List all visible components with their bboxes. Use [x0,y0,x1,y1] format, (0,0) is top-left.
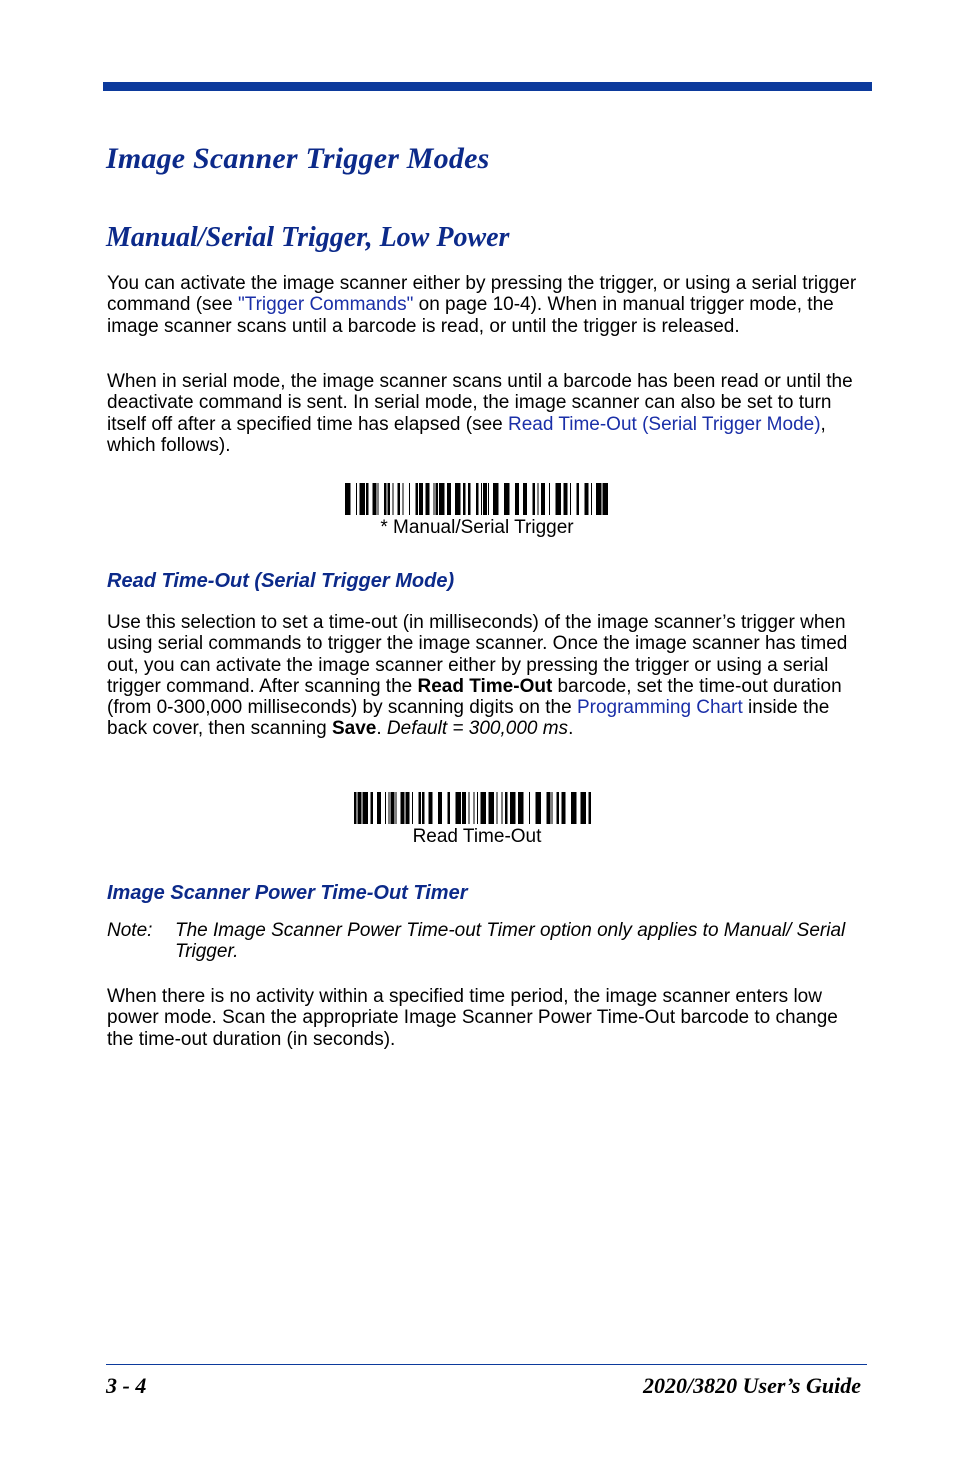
barcode-bar [419,792,422,824]
barcode-bar [371,792,374,824]
barcode-bar [389,792,390,824]
barcode-bar [396,792,397,824]
barcode-bar [538,483,539,515]
top-rule [103,82,872,91]
barcode-bar [585,483,589,515]
bold-term: Read Time-Out [417,675,553,697]
barcode-bar [448,792,451,824]
barcode-caption: * Manual/Serial Trigger [380,517,574,538]
barcode-bar [468,483,471,515]
paragraph-text: . [568,718,574,740]
barcode-read-timeout [0,792,954,848]
barcode-bar [497,792,498,824]
note-label: Note: [107,920,153,941]
barcode-bar [523,483,527,515]
barcode-bar [581,792,587,824]
footer-guide-title: 2020/3820 User’s Guide [643,1373,861,1398]
barcode-bar [439,483,445,515]
barcode-bar [393,483,394,515]
chapter-title: Image Scanner Trigger Modes [106,142,490,175]
read-timeout-link[interactable]: Read Time-Out (Serial Trigger Mode) [507,413,821,435]
barcode-bar [603,483,609,515]
barcode-bar [419,483,423,515]
barcode-bar [557,792,560,824]
barcode-bar [515,483,519,515]
paragraph-text: on page 10-4). When in manual trigger mode, the image scanner scans until a barcode is read, or until the trigger is released. [107,294,834,337]
barcode-bar [577,483,580,515]
barcode-bar [377,792,381,824]
barcode-bar [570,483,571,515]
barcode-bar [596,483,602,515]
barcode-bar [463,483,466,515]
footer-page-number: 3 - 4 [106,1373,147,1398]
barcode-bar [360,483,366,515]
section-title: Manual/Serial Trigger, Low Power [106,222,510,253]
bottom-rule [106,1364,867,1365]
paragraph-text: When there is no activity within a specified time period, the image scanner enters low power mode. Scan the appropriate Image Scanner Power Time-Out barcode to change the time-out duration (in seconds). [107,986,838,1050]
barcode-bar [505,792,508,824]
barcode-bar [502,792,503,824]
barcode-bar [409,483,410,515]
barcode-bar [533,483,536,515]
paragraph-text: , which follows). [107,413,826,456]
barcode-bar [378,483,379,515]
barcode-bar [447,483,451,515]
barcode-bar [477,792,478,824]
barcode-bar [422,792,425,824]
subsection-title-power-timeout: Image Scanner Power Time-Out Timer [107,882,468,904]
barcode-bar [429,792,433,824]
trigger-commands-link[interactable]: "Trigger Commands" [237,294,414,316]
bold-term: Save [331,718,377,740]
barcode-bar [384,483,387,515]
barcode-bar [406,792,410,824]
paragraph-text: Use this selection to set a time-out (in milliseconds) of the image scanner’s trigger when using serial commands to trigger the image scanner. Once the image scanner has timed out, you can activate the image scanner either by pressing the trigger or using a serial trigger command. After scanning the [107,612,848,697]
barcode-bar [591,483,592,515]
barcode-bar [388,483,391,515]
barcode-bar [476,483,479,515]
barcode-bar [385,792,386,824]
default-value: Default = 300,000 ms [386,718,569,740]
programming-chart-link[interactable]: Programming Chart [576,697,743,719]
paragraph-serial-mode [107,371,867,456]
paragraph-power-timeout [107,986,867,1050]
barcode-bar [462,792,466,824]
barcode-bar [549,483,550,515]
paragraph-text: barcode, set the time-out duration (from 0-300,000 milliseconds) by scanning digits on the [107,675,842,719]
barcode-bar [510,792,516,824]
barcode-bar [562,792,566,824]
barcode-bar [481,483,482,515]
barcode-bar [481,792,487,824]
barcode-bar [416,483,419,515]
barcode-bar [504,483,510,515]
barcode-bar [434,483,435,515]
barcode-bar [489,792,495,824]
barcode-bar [536,792,542,824]
barcode-bar [552,792,553,824]
barcode-bar [483,483,487,515]
barcode-caption: Read Time-Out [412,826,542,847]
barcode-bar [426,483,430,515]
paragraph-text: . [376,718,387,740]
barcode-bar [493,483,499,515]
barcode-bar [366,483,369,515]
barcode-bar [391,792,395,824]
barcode-manual-serial-trigger [0,483,954,539]
note-text: The Image Scanner Power Time-out Timer option only applies to Manual/ Serial Trigger. [175,920,846,962]
paragraph-intro [107,273,867,337]
barcode-bar [345,483,351,515]
barcode-image [354,792,600,824]
barcode-bar [403,483,404,515]
barcode-bar [358,792,362,824]
barcode-bar [398,483,401,515]
barcode-bar [455,483,461,515]
barcode-image [345,483,609,515]
paragraph-text: You can activate the image scanner either by pressing the trigger, or using a serial trigger command (see [107,273,857,316]
barcode-bar [438,792,442,824]
barcode-bar [488,483,489,515]
barcode-bar [356,483,357,515]
barcode-bar [541,483,545,515]
barcode-bar [401,792,405,824]
barcode-bar [412,792,413,824]
barcode-bar [589,792,592,824]
barcode-bar [571,792,577,824]
paragraph-text: inside the back cover, then scanning [107,697,830,740]
barcode-bar [564,483,568,515]
barcode-bar [373,483,377,515]
barcode-bar [436,483,439,515]
barcode-bar [354,792,357,824]
barcode-bar [529,792,530,824]
paragraph-read-timeout [107,612,867,740]
subsection-title-read-timeout: Read Time-Out (Serial Trigger Mode) [107,570,455,592]
barcode-bar [456,792,462,824]
barcode-bar [469,792,470,824]
barcode-bar [474,792,475,824]
barcode-bar [556,483,562,515]
barcode-bar [518,792,524,824]
note [107,920,877,962]
barcode-bar [363,792,369,824]
paragraph-text: When in serial mode, the image scanner scans until a barcode has been read or until the deactivate command is sent. In serial mode, the image scanner can also be set to turn itself off after a specified time has elapsed (see [107,371,853,435]
barcode-bar [547,792,551,824]
